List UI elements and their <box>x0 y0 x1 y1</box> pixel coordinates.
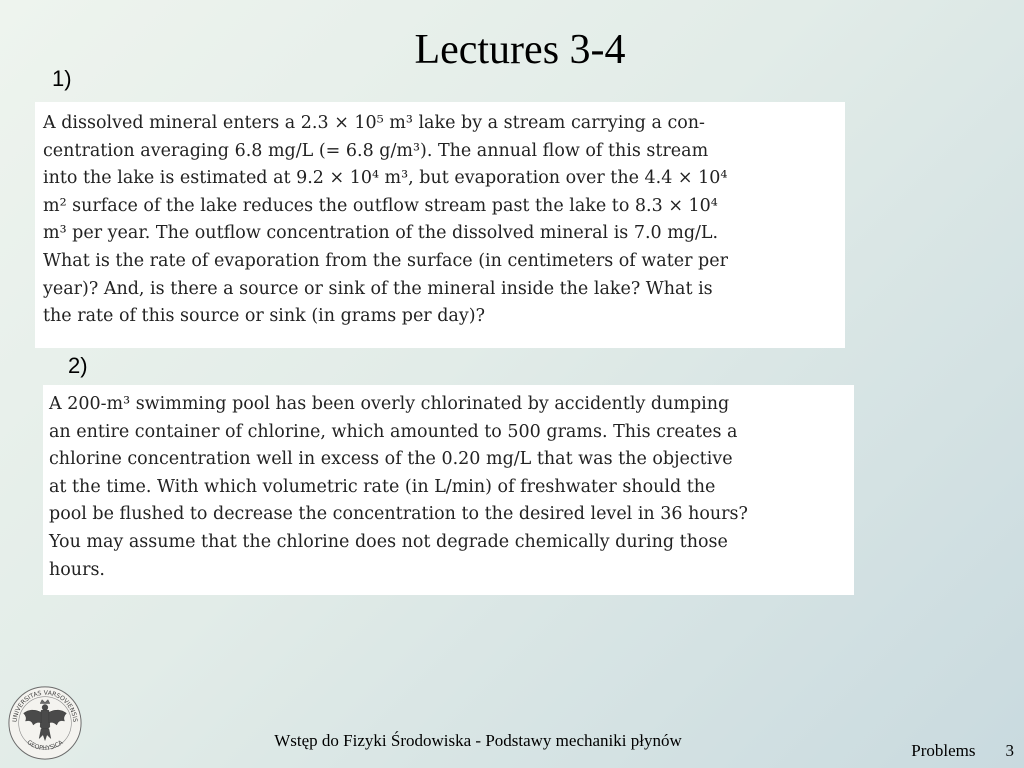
problem-2-number: 2) <box>68 353 88 378</box>
slide-title: Lectures 3-4 <box>414 27 626 73</box>
problem-2-line: You may assume that the chlorine does not degrade chemically during those <box>49 531 728 552</box>
problem-2-text-block <box>43 385 854 595</box>
problem-1-text-block <box>35 102 845 348</box>
problem-1-line: into the lake is estimated at 9.2 × 10⁴ m³, but evaporation over the 4.4 × 10⁴ <box>43 168 728 189</box>
problem-1-line: year)? And, is there a source or sink of the mineral inside the lake? What is <box>43 278 713 299</box>
footer-section: Problems <box>911 741 976 760</box>
problem-2-line: chlorine concentration well in excess of the 0.20 mg/L that was the objective <box>49 449 733 470</box>
problem-2-line: pool be flushed to decrease the concentration to the desired level in 36 hours? <box>49 504 748 525</box>
seal-top-text: UNIVERSITAS VARSOVIENSIS <box>11 689 79 723</box>
problem-2-line: at the time. With which volumetric rate (in L/min) of freshwater should the <box>49 476 716 497</box>
problem-1-line: the rate of this source or sink (in grams per day)? <box>43 306 485 327</box>
problem-1-number: 1) <box>52 66 72 91</box>
problem-1-line: centration averaging 6.8 mg/L (= 6.8 g/m³). The annual flow of this stream <box>43 140 709 161</box>
problem-2-line: an entire container of chlorine, which amounted to 500 grams. This creates a <box>49 421 738 442</box>
problem-2-line: A 200-m³ swimming pool has been overly chlorinated by accidently dumping <box>49 394 730 414</box>
footer-right <box>881 741 1014 761</box>
seal-bottom-text: GEOPHYSICA <box>25 739 65 752</box>
problem-1-line: m² surface of the lake reduces the outflow stream past the lake to 8.3 × 10⁴ <box>43 195 718 216</box>
footer-course-title: Wstęp do Fizyki Środowiska - Podstawy mechaniki płynów <box>274 731 682 750</box>
problem-1-line: m³ per year. The outflow concentration of the dissolved mineral is 7.0 mg/L. <box>43 223 719 244</box>
problem-1-line: A dissolved mineral enters a 2.3 × 10⁵ m³ lake by a stream carrying a con- <box>43 113 705 133</box>
problem-1-line: What is the rate of evaporation from the surface (in centimeters of water per <box>43 250 728 271</box>
page-number: 3 <box>1005 741 1014 760</box>
problem-2-line: hours. <box>49 559 105 580</box>
